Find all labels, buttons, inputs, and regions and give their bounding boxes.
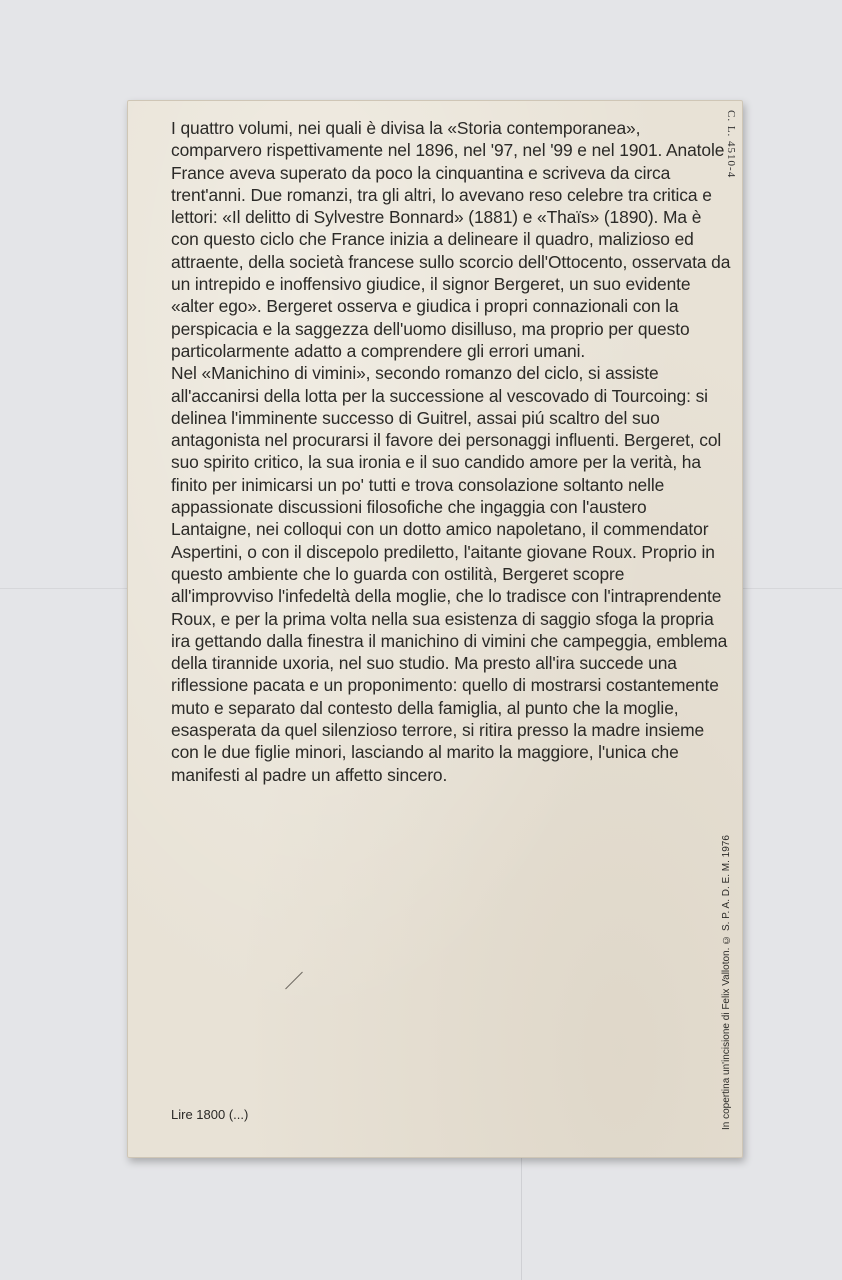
blurb-text — [171, 117, 731, 786]
cover-credit: In copertina un'incisione di Felix Valloton. © S. P. A. D. E. M. 1976 — [721, 835, 732, 1130]
price-label: Lire 1800 (...) — [171, 1107, 249, 1122]
pencil-mark — [285, 972, 303, 990]
table-seam-vertical — [521, 1158, 522, 1280]
catalog-code: C. L. 4510-4 — [725, 110, 737, 179]
book-back-cover — [127, 100, 743, 1158]
blurb-paragraph-1: I quattro volumi, nei quali è divisa la «Storia contemporanea», comparvero rispettivamente nel 1896, nel '97, nel '99 e nel 1901. Anatole France aveva superato da poco la cinquantina e scriveva da circa trent'anni. Due romanzi, tra gli altri, lo avevano reso celebre tra critica e lettori: «Il delitto di Sylvestre Bonnard» (1881) e «Thaïs» (1890). Ma è con questo ciclo che France inizia a delineare il quadro, malizioso ed attraente, della società francese sullo scorcio dell'Ottocento, osservata da un intrepido e inoffensivo giudice, il signor Bergeret, un suo evidente «alter ego». Bergeret osserva e giudica i propri connazionali con la perspicacia e la saggezza dell'uomo disilluso, ma proprio per questo particolarmente adatto a comprendere gli errori umani. — [171, 118, 731, 361]
blurb-paragraph-2: Nel «Manichino di vimini», secondo romanzo del ciclo, si assiste all'accanirsi della lotta per la successione al vescovado di Tourcoing: si delinea l'imminente successo di Guitrel, assai piú scaltro del suo antagonista nel procurarsi il favore dei personaggi influenti. Bergeret, col suo spirito critico, la sua ironia e il suo candido amore per la verità, ha finito per inimicarsi un po' tutti e trova consolazione soltanto nelle appassionate discussioni filosofiche che ingaggia con l'austero Lantaigne, nei colloqui con un dotto amico napoletano, il commendator Aspertini, o con il discepolo prediletto, l'aitante giovane Roux. Proprio in questo ambiente che lo guarda con ostilità, Bergeret scopre all'improvviso l'infedeltà della moglie, che lo tradisce con l'intraprendente Roux, e per la prima volta nella sua esistenza di saggio sfoga la propria ira gettando dalla finestra il manichino di vimini che campeggia, emblema della tirannide uxoria, nel suo studio. Ma presto all'ira succede una riflessione pacata e un proponimento: quello di mostrarsi costantemente muto e separato dal contesto della famiglia, al punto che la moglie, esasperata da quel silenzioso terrore, si ritira presso la madre insieme con le due figlie minori, lasciando al marito la maggiore, l'unica che manifesti al padre un affetto sincero. — [171, 363, 728, 785]
